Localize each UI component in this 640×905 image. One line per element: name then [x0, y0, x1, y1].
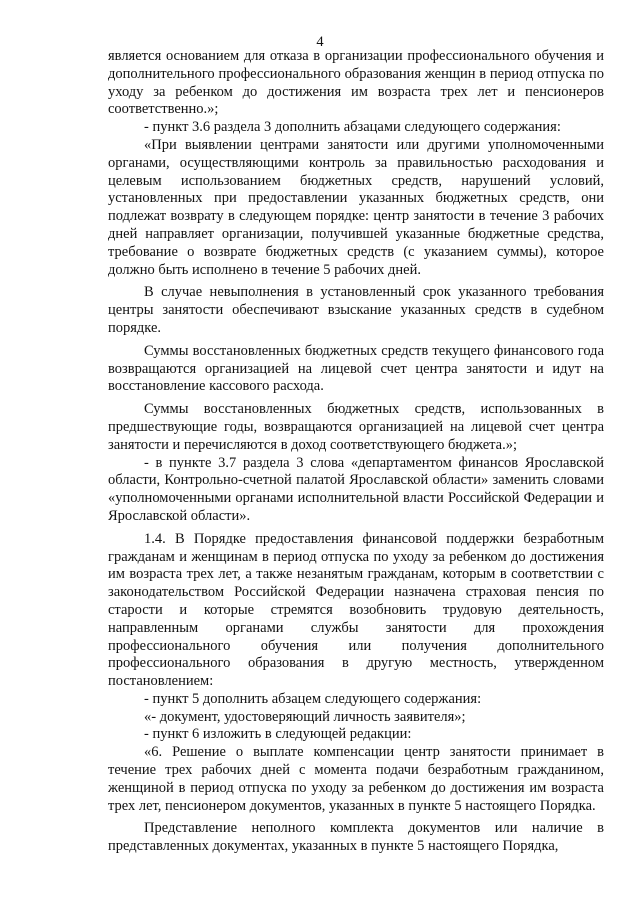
paragraph: Суммы восстановленных бюджетных средств текущего финансового года возвращаются организацией на лицевой счет центра занятости и идут на восстановление кассового расхода. [108, 342, 604, 395]
paragraph: 1.4. В Порядке предоставления финансовой поддержки безработным гражданам и женщинам в период отпуска по уходу за ребенком до достижения им возраста трех лет, а также незанятым гражданам, которым в соответствии с законодательством Российской Федерации назначена страховая пенсия по старости и которые стремятся возобновить трудовую деятельность, направленным органами службы занятости для прохождения профессионального обучения или получения дополнительного профессионального образования в другую местность, утвержденном постановлением: [108, 530, 604, 690]
paragraph: - пункт 3.6 раздела 3 дополнить абзацами следующего содержания: [144, 119, 561, 136]
page-number: 4 [316, 34, 324, 50]
paragraph: - в пункте 3.7 раздела 3 слова «департаментом финансов Ярославской области, Контрольно-счетной палатой Ярославской области» заменить словами «уполномоченными органами исполнительной власти Российской Федерации и Ярославской области». [108, 454, 604, 524]
paragraph: «6. Решение о выплате компенсации центр занятости принимает в течение трех рабочих дней с момента подачи безработным гражданином, женщиной в период отпуска по уходу за ребенком до достижения им возраста трех лет, пенсионером документов, указанных в пункте 5 настоящего Порядка. [108, 744, 604, 814]
paragraph: «- документ, удостоверяющий личность заявителя»; [144, 708, 466, 725]
body-text [108, 48, 604, 856]
paragraph: Представление неполного комплекта документов или наличие в представленных документах, указанных в пункте 5 настоящего Порядка, [108, 820, 604, 855]
paragraph: является основанием для отказа в организации профессионального обучения и дополнительного профессионального образования женщин в период отпуска по уходу за ребенком до достижения им возраста трех лет и пенсионеров соответственно.»; [108, 48, 604, 118]
paragraph: Суммы восстановленных бюджетных средств, использованных в предшествующие годы, возвращаются организацией на лицевой счет центра занятости и перечисляются в доход соответствующего бюджета.»; [108, 401, 604, 453]
paragraph: - пункт 5 дополнить абзацем следующего содержания: [144, 690, 482, 707]
paragraph: «При выявлении центрами занятости или другими уполномоченными органами, осуществляющими контроль за правильностью расходования и целевым использованием бюджетных средств, нарушений условий, установленных при предоставлении указанных бюджетных средств, они подлежат возврату в следующем порядке: центр занятости в течение 3 рабочих дней направляет организации, получившей указанные бюджетные средства, требование о возврате бюджетных средств (с указанием суммы), которое должно быть исполнено в течение 5 рабочих дней. [108, 136, 604, 278]
paragraph: - пункт 6 изложить в следующей редакции: [144, 726, 412, 743]
paragraph: В случае невыполнения в установленный срок указанного требования центры занятости обеспечивают взыскание указанных средств в судебном порядке. [108, 284, 604, 336]
